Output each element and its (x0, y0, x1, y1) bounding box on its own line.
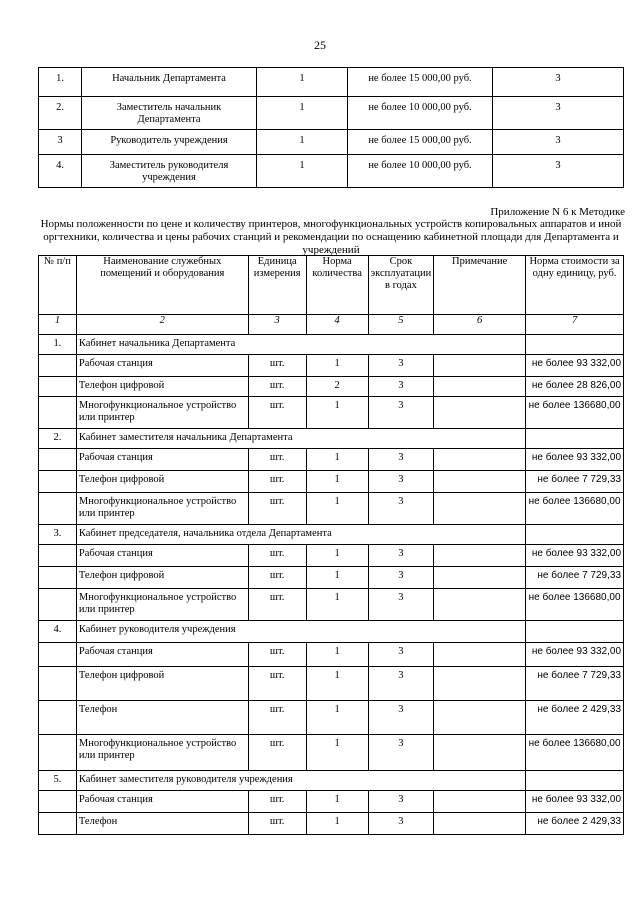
years: 3 (493, 130, 624, 155)
item-quantity: 1 (306, 449, 368, 471)
item-name: Многофункциональное устройство или принтер (76, 589, 248, 621)
table-row (39, 545, 624, 567)
table-row (39, 355, 624, 377)
item-name: Рабочая станция (76, 355, 248, 377)
section-number: 4. (39, 621, 77, 643)
table-row (39, 701, 624, 735)
item-quantity: 1 (306, 791, 368, 813)
item-unit: шт. (248, 701, 306, 735)
position-name: Заместитель начальник Департамента (82, 97, 257, 130)
item-cost: не более 7 729,33 (526, 567, 624, 589)
item-name: Многофункциональное устройство или принтер (76, 493, 248, 525)
header-term: Срок эксплуатации в годах (368, 256, 434, 315)
item-cost: не более 2 429,33 (526, 701, 624, 735)
table-row (39, 791, 624, 813)
header-row (39, 256, 624, 315)
item-name: Телефон цифровой (76, 567, 248, 589)
row-number-empty (39, 735, 77, 771)
price-limit: не более 15 000,00 руб. (348, 68, 493, 97)
item-quantity: 1 (306, 735, 368, 771)
row-number-empty (39, 791, 77, 813)
item-note (434, 355, 526, 377)
section-cost-empty (526, 335, 624, 355)
appendix-label: Приложение N 6 к Методике (490, 206, 625, 218)
item-unit: шт. (248, 449, 306, 471)
header-norm: Норма количества (306, 256, 368, 315)
section-title: Кабинет заместителя начальника Департамента (76, 429, 525, 449)
item-unit: шт. (248, 471, 306, 493)
item-term: 3 (368, 377, 434, 397)
table-row (39, 567, 624, 589)
item-note (434, 643, 526, 667)
item-cost: не более 2 429,33 (526, 813, 624, 835)
item-name: Телефон цифровой (76, 667, 248, 701)
item-cost: не более 93 332,00 (526, 449, 624, 471)
item-cost: не более 136680,00 (526, 735, 624, 771)
item-quantity: 1 (306, 355, 368, 377)
item-quantity: 1 (306, 397, 368, 429)
table-row (39, 449, 624, 471)
col-number: 2 (76, 315, 248, 335)
item-note (434, 471, 526, 493)
item-name: Телефон цифровой (76, 471, 248, 493)
item-unit: шт. (248, 791, 306, 813)
price-limit: не более 15 000,00 руб. (348, 130, 493, 155)
item-unit: шт. (248, 643, 306, 667)
table-row (39, 397, 624, 429)
item-name: Многофункциональное устройство или принтер (76, 735, 248, 771)
section-row (39, 429, 624, 449)
table-row (39, 735, 624, 771)
item-name: Рабочая станция (76, 545, 248, 567)
header-cost: Норма стоимости за одну единицу, руб. (526, 256, 624, 315)
item-term: 3 (368, 667, 434, 701)
row-number: 3 (39, 130, 82, 155)
item-quantity: 1 (306, 589, 368, 621)
item-cost: не более 28 826,00 (526, 377, 624, 397)
header-note: Примечание (434, 256, 526, 315)
table-row (39, 68, 624, 97)
quantity: 1 (257, 155, 348, 188)
item-note (434, 377, 526, 397)
header-unit: Единица измерения (248, 256, 306, 315)
section-title: Кабинет руководителя учреждения (76, 621, 525, 643)
item-cost: не более 136680,00 (526, 397, 624, 429)
item-unit: шт. (248, 397, 306, 429)
row-number-empty (39, 377, 77, 397)
row-number-empty (39, 567, 77, 589)
section-row (39, 525, 624, 545)
item-quantity: 2 (306, 377, 368, 397)
document-heading: Нормы положенности по цене и количеству принтеров, многофункциональных устройств копировальных аппаратов и иной оргтехники, количества и цены рабочих станций и рекомендации по оснащению кабинетной площади для Департамента и учреждений (40, 218, 622, 256)
table-row (39, 377, 624, 397)
item-unit: шт. (248, 545, 306, 567)
item-quantity: 1 (306, 813, 368, 835)
row-number-empty (39, 493, 77, 525)
item-term: 3 (368, 449, 434, 471)
norms-table (38, 255, 624, 835)
section-number: 1. (39, 335, 77, 355)
quantity: 1 (257, 68, 348, 97)
section-number: 5. (39, 771, 77, 791)
item-cost: не более 7 729,33 (526, 471, 624, 493)
item-cost: не более 93 332,00 (526, 791, 624, 813)
column-number-row (39, 315, 624, 335)
position-name: Заместитель руководителя учреждения (82, 155, 257, 188)
item-unit: шт. (248, 567, 306, 589)
row-number-empty (39, 545, 77, 567)
item-note (434, 449, 526, 471)
section-title: Кабинет председателя, начальника отдела Департамента (76, 525, 525, 545)
item-note (434, 667, 526, 701)
row-number-empty (39, 813, 77, 835)
section-row (39, 621, 624, 643)
header-num: № п/п (39, 256, 77, 315)
quantity: 1 (257, 97, 348, 130)
section-row (39, 335, 624, 355)
item-unit: шт. (248, 377, 306, 397)
item-term: 3 (368, 397, 434, 429)
item-term: 3 (368, 813, 434, 835)
row-number-empty (39, 643, 77, 667)
item-unit: шт. (248, 667, 306, 701)
row-number-empty (39, 471, 77, 493)
item-name: Рабочая станция (76, 791, 248, 813)
col-number: 5 (368, 315, 434, 335)
item-note (434, 701, 526, 735)
item-term: 3 (368, 545, 434, 567)
col-number: 6 (434, 315, 526, 335)
item-cost: не более 136680,00 (526, 589, 624, 621)
item-term: 3 (368, 355, 434, 377)
price-limit: не более 10 000,00 руб. (348, 155, 493, 188)
item-note (434, 735, 526, 771)
col-number: 1 (39, 315, 77, 335)
table-row (39, 471, 624, 493)
item-term: 3 (368, 493, 434, 525)
item-name: Многофункциональное устройство или принтер (76, 397, 248, 429)
item-cost: не более 93 332,00 (526, 545, 624, 567)
years: 3 (493, 155, 624, 188)
price-limit: не более 10 000,00 руб. (348, 97, 493, 130)
item-name: Телефон (76, 701, 248, 735)
row-number: 2. (39, 97, 82, 130)
table-row (39, 643, 624, 667)
page-number: 25 (314, 38, 326, 52)
item-unit: шт. (248, 589, 306, 621)
years: 3 (493, 97, 624, 130)
item-cost: не более 93 332,00 (526, 355, 624, 377)
table-row (39, 155, 624, 188)
table-row (39, 97, 624, 130)
item-term: 3 (368, 643, 434, 667)
table-row (39, 589, 624, 621)
item-cost: не более 136680,00 (526, 493, 624, 525)
item-cost: не более 7 729,33 (526, 667, 624, 701)
row-number-empty (39, 397, 77, 429)
item-quantity: 1 (306, 545, 368, 567)
position-name: Руководитель учреждения (82, 130, 257, 155)
item-unit: шт. (248, 355, 306, 377)
quantity: 1 (257, 130, 348, 155)
item-note (434, 589, 526, 621)
table-row (39, 813, 624, 835)
position-name: Начальник Департамента (82, 68, 257, 97)
section-cost-empty (526, 771, 624, 791)
section-number: 2. (39, 429, 77, 449)
item-note (434, 813, 526, 835)
row-number-empty (39, 667, 77, 701)
item-term: 3 (368, 471, 434, 493)
section-number: 3. (39, 525, 77, 545)
col-number: 3 (248, 315, 306, 335)
item-term: 3 (368, 735, 434, 771)
item-name: Рабочая станция (76, 643, 248, 667)
row-number-empty (39, 355, 77, 377)
table-row (39, 130, 624, 155)
section-cost-empty (526, 525, 624, 545)
item-quantity: 1 (306, 493, 368, 525)
section-title: Кабинет начальника Департамента (76, 335, 525, 355)
item-term: 3 (368, 701, 434, 735)
item-unit: шт. (248, 735, 306, 771)
section-row (39, 771, 624, 791)
item-name: Телефон (76, 813, 248, 835)
header-name: Наименование служебных помещений и оборудования (76, 256, 248, 315)
section-title: Кабинет заместителя руководителя учреждения (76, 771, 525, 791)
col-number: 4 (306, 315, 368, 335)
row-number-empty (39, 701, 77, 735)
table-row (39, 667, 624, 701)
item-term: 3 (368, 589, 434, 621)
item-quantity: 1 (306, 701, 368, 735)
item-unit: шт. (248, 493, 306, 525)
section-cost-empty (526, 621, 624, 643)
section-cost-empty (526, 429, 624, 449)
item-quantity: 1 (306, 567, 368, 589)
item-note (434, 567, 526, 589)
item-unit: шт. (248, 813, 306, 835)
years: 3 (493, 68, 624, 97)
item-term: 3 (368, 791, 434, 813)
item-quantity: 1 (306, 471, 368, 493)
row-number-empty (39, 449, 77, 471)
row-number: 4. (39, 155, 82, 188)
item-quantity: 1 (306, 667, 368, 701)
row-number-empty (39, 589, 77, 621)
item-note (434, 791, 526, 813)
item-name: Рабочая станция (76, 449, 248, 471)
item-name: Телефон цифровой (76, 377, 248, 397)
row-number: 1. (39, 68, 82, 97)
item-term: 3 (368, 567, 434, 589)
col-number: 7 (526, 315, 624, 335)
item-note (434, 493, 526, 525)
table-row (39, 493, 624, 525)
item-note (434, 397, 526, 429)
item-cost: не более 93 332,00 (526, 643, 624, 667)
item-note (434, 545, 526, 567)
item-quantity: 1 (306, 643, 368, 667)
positions-price-table (38, 67, 624, 188)
